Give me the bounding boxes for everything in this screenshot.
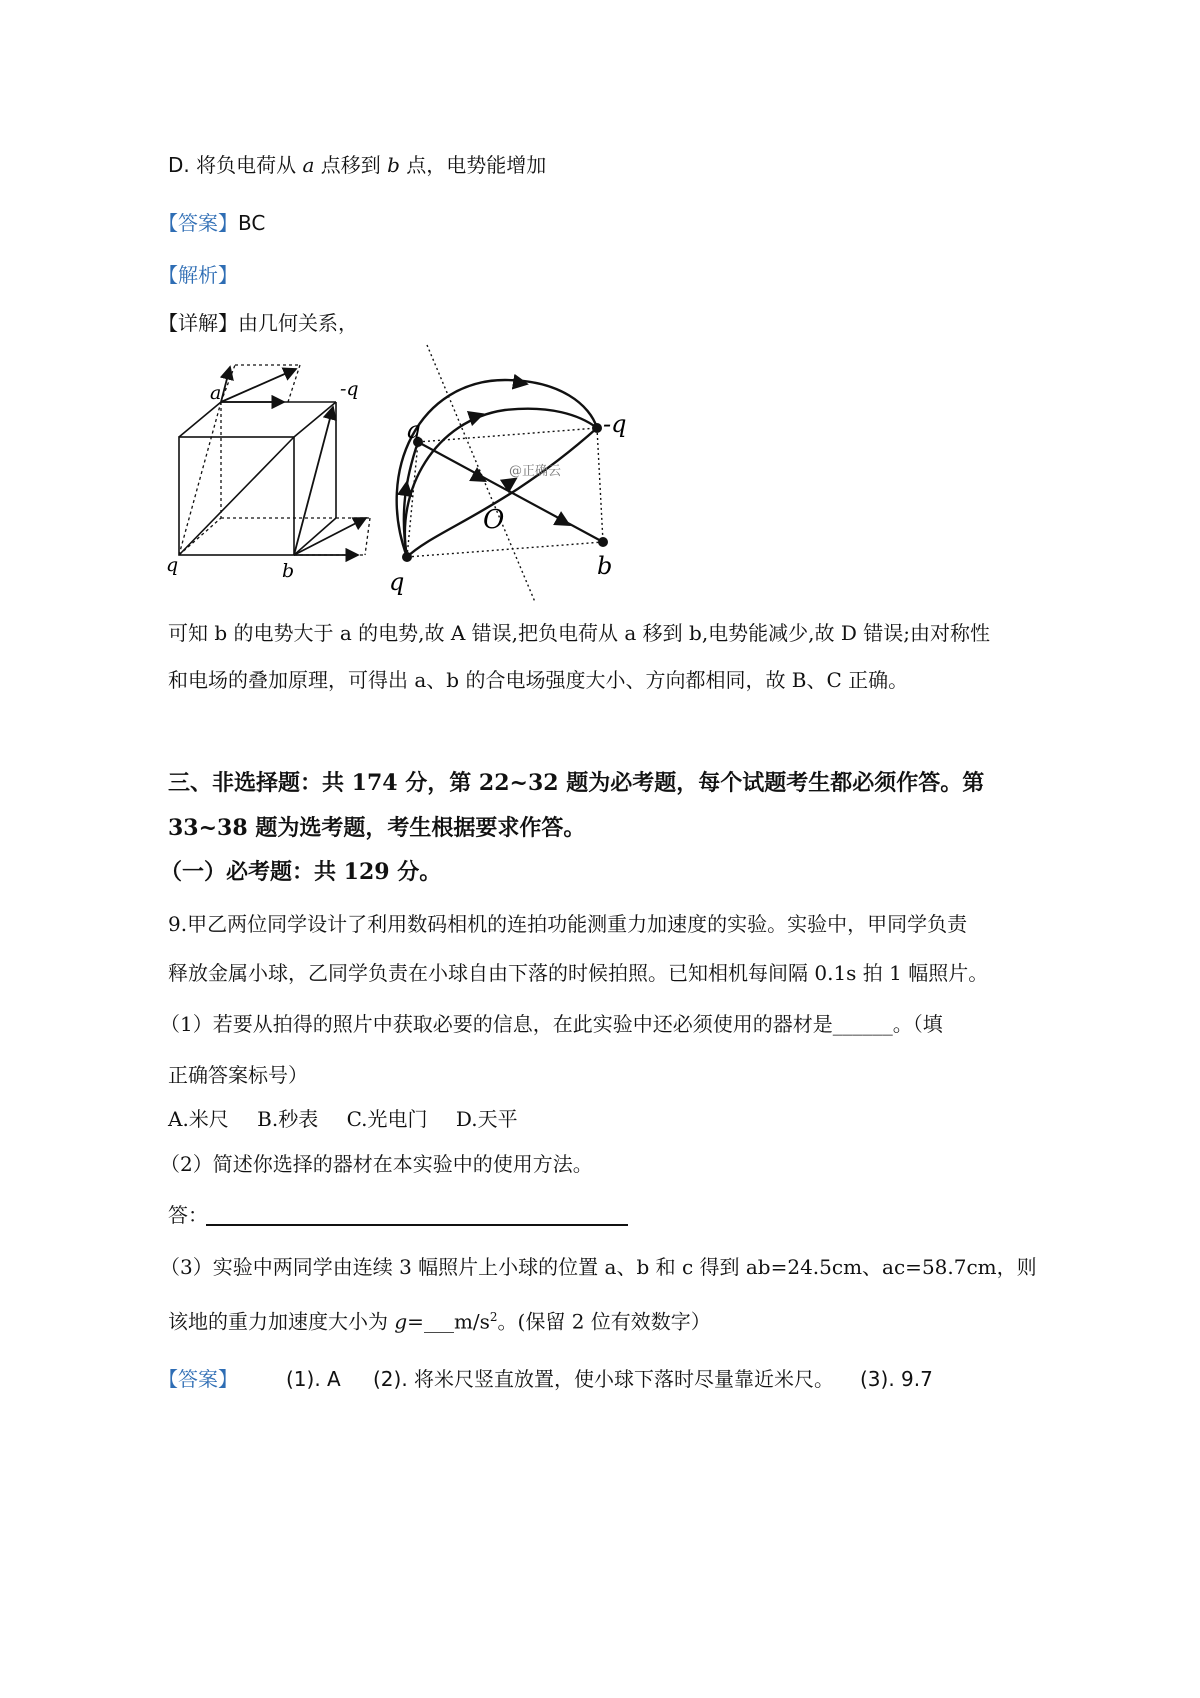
- sphere-field-diagram: [385, 340, 655, 605]
- answer-value: BC: [238, 211, 266, 235]
- option-d: [168, 151, 546, 179]
- answer-2-part-2-num: (2).: [373, 1367, 408, 1391]
- option-d-point-b: b: [387, 153, 400, 177]
- q9-answer-label: 答：: [168, 1203, 208, 1227]
- answer-2-part-2-text: 将米尺竖直放置，使小球下落时尽量靠近米尺。: [414, 1367, 835, 1391]
- q9-part-1: [160, 1010, 943, 1038]
- detail-text: 由几何关系，: [238, 311, 358, 335]
- sphere-label-neg-q: -q: [603, 410, 627, 438]
- answer-2-part-3: (3). 9.7: [860, 1367, 933, 1391]
- charge-q: [402, 552, 412, 562]
- charge-neg-q: [592, 423, 602, 433]
- cube-edges: [179, 402, 336, 555]
- option-d-text-2: 点移到: [314, 153, 388, 177]
- watermark: @正确云: [509, 464, 562, 479]
- q9-option-c: C.光电门: [346, 1107, 428, 1131]
- q9-answer-blank: [206, 1224, 628, 1226]
- cube-label-neg-q: -q: [340, 378, 359, 400]
- q9-line-2: 释放金属小球，乙同学负责在小球自由下落的时候拍照。已知相机每间隔 0.1s 拍 1 幅照片。: [168, 961, 989, 985]
- section-3-subheading: （一）必考题：共 129 分。: [160, 859, 442, 885]
- explain-line-1: 可知 b 的电势大于 a 的电势,故 A 错误,把负电荷从 a 移到 b,电势能减少,故 D 错误;由对称性: [168, 621, 991, 645]
- section-3-heading-line-1: 三、非选择题：共 174 分，第 22~32 题为必考题，每个试题考生都必须作答。第: [168, 770, 985, 796]
- cube-label-a: a: [210, 382, 222, 404]
- answer-2-part-2: [373, 1365, 834, 1393]
- sphere-label-q: q: [389, 568, 405, 596]
- cross-lines: [418, 442, 603, 542]
- q9-options: [168, 1105, 518, 1133]
- q9-option-d: D.天平: [455, 1107, 518, 1131]
- q9-part-3-blank: ___: [423, 1309, 454, 1334]
- explain-line-2: 和电场的叠加原理，可得出 a、b 的合电场强度大小、方向都相同，故 B、C 正确。: [168, 668, 909, 692]
- detail-tag: 【详解】: [158, 311, 238, 335]
- option-d-text-3: 点，电势能增加: [399, 153, 547, 177]
- answer-tag: 【答案】: [158, 211, 238, 235]
- q9-equals: =: [407, 1309, 424, 1334]
- sphere-label-b: b: [597, 552, 613, 580]
- q9-part-1-tail: 。（填: [892, 1012, 943, 1036]
- q9-unit-exponent: 2: [489, 1310, 498, 1324]
- cube-field-diagram: [160, 355, 390, 585]
- answer-1: [158, 209, 265, 237]
- q9-part-1-line-2: 正确答案标号）: [168, 1063, 308, 1087]
- cube-label-b: b: [282, 560, 295, 582]
- answer-2-tag: 【答案】: [158, 1367, 238, 1391]
- q9-part-1-text: （1）若要从拍得的照片中获取必要的信息，在此实验中还必须使用的器材是: [160, 1012, 833, 1036]
- section-3-heading-line-2: 33~38 题为选考题，考生根据要求作答。: [168, 815, 586, 841]
- option-d-text-1: 将负电荷从: [189, 153, 303, 177]
- option-d-point-a: a: [302, 153, 315, 177]
- analysis-tag: 【解析】: [158, 263, 238, 287]
- arc-arrows: [405, 382, 564, 522]
- q9-unit: m/s: [453, 1309, 490, 1334]
- q9-part-2: （2）简述你选择的器材在本实验中的使用方法。: [160, 1152, 593, 1176]
- point-b: [598, 537, 608, 547]
- q9-option-b: B.秒表: [257, 1107, 319, 1131]
- cube-label-q: q: [166, 554, 179, 576]
- q9-option-a: A.米尺: [168, 1107, 229, 1131]
- q9-part-3-line-2: [168, 1303, 711, 1336]
- q9-line-1: 9.甲乙两位同学设计了利用数码相机的连拍功能测重力加速度的实验。实验中，甲同学负责: [168, 912, 968, 936]
- q9-part-1-blank: ______: [832, 1012, 893, 1036]
- q9-part-3-text: 该地的重力加速度大小为: [168, 1309, 395, 1334]
- detail-line: [158, 309, 358, 337]
- q9-g-symbol: g: [394, 1309, 408, 1334]
- sphere-label-a: a: [407, 416, 422, 444]
- q9-part-3-line-1: （3）实验中两同学由连续 3 幅照片上小球的位置 a、b 和 c 得到 ab=24.5cm、ac=58.7cm，则: [160, 1255, 1037, 1279]
- q9-answer-line: [168, 1201, 208, 1229]
- q9-part-3-note: 。(保留 2 位有效数字）: [497, 1309, 711, 1334]
- sphere-label-o: O: [483, 505, 505, 535]
- answer-2-part-1: (1). A: [286, 1367, 341, 1391]
- option-d-prefix: D.: [168, 153, 190, 177]
